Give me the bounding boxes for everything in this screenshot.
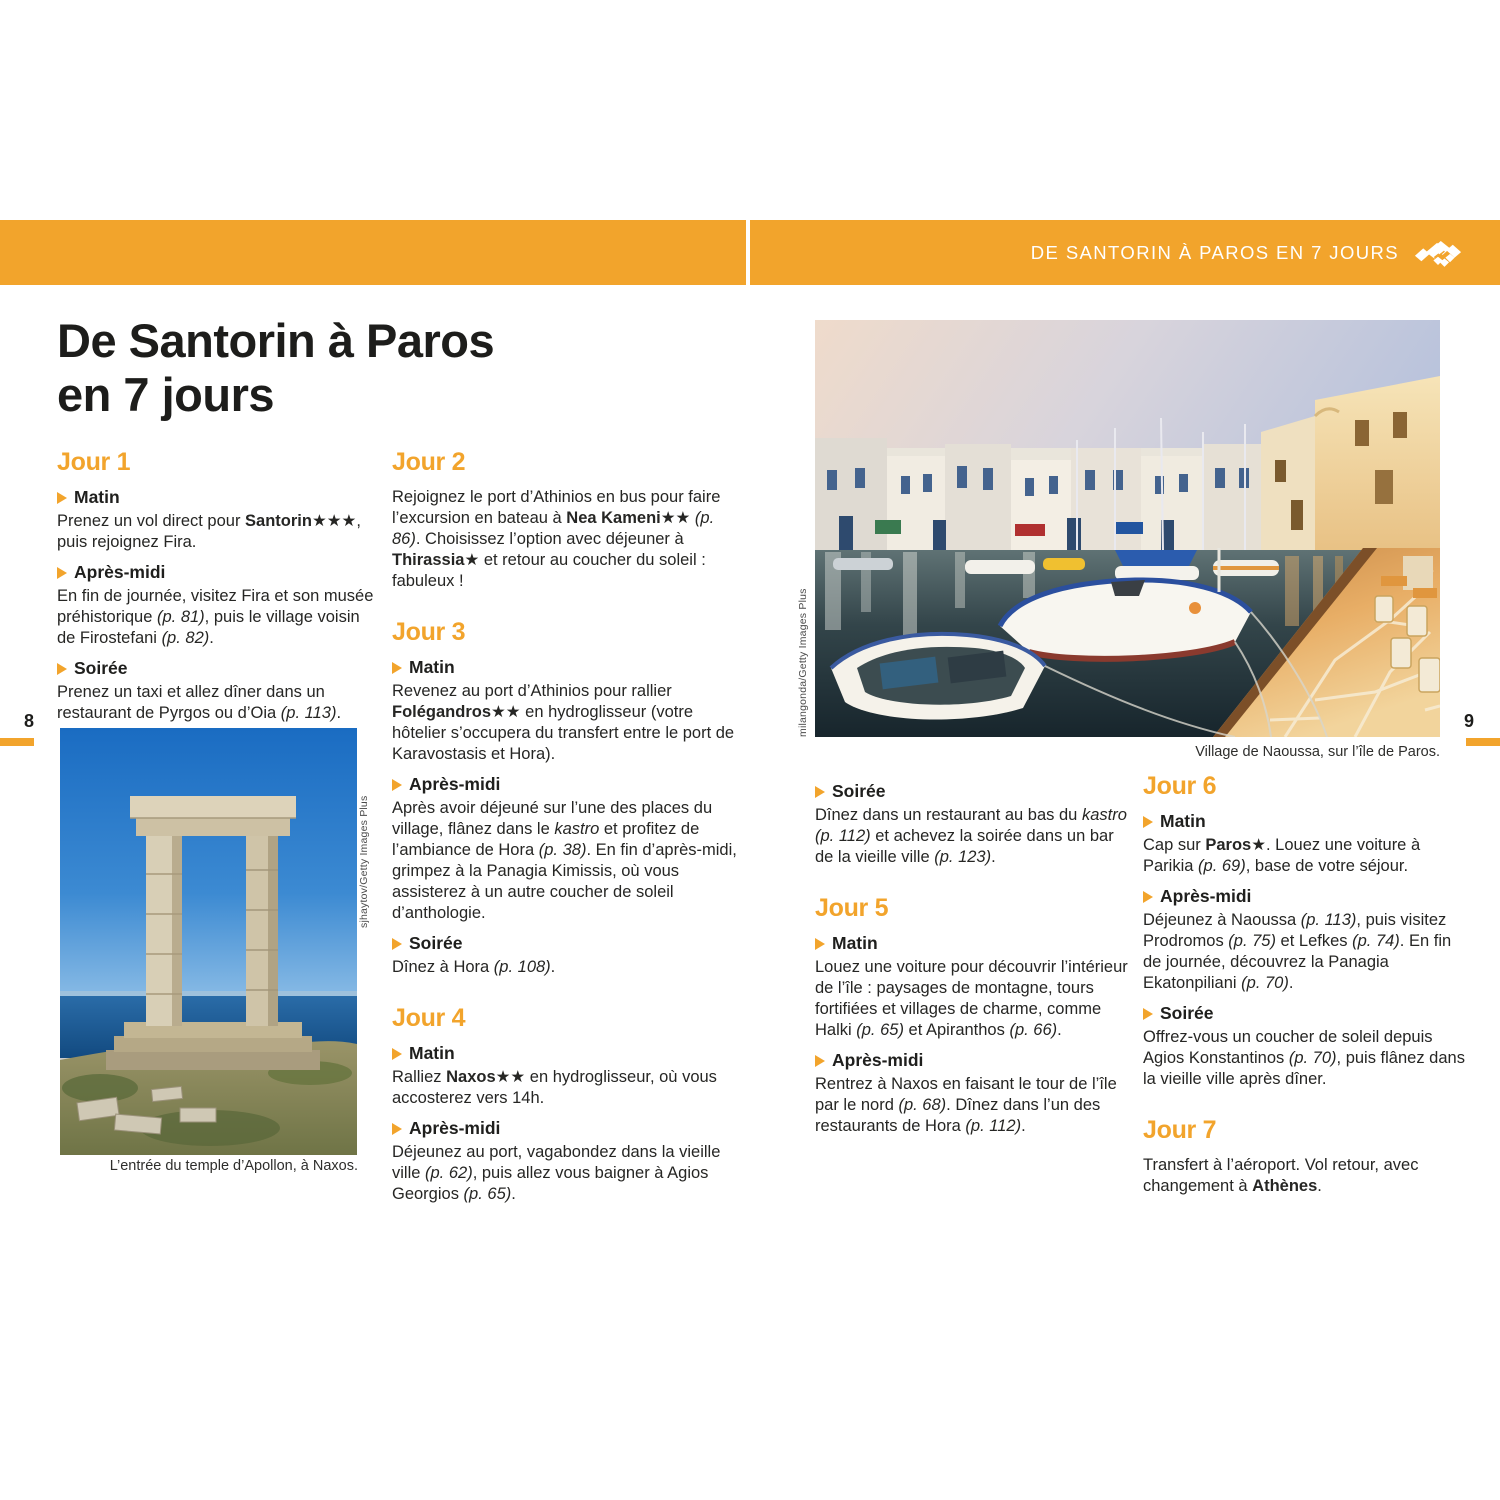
- itinerary-column-2: [392, 448, 740, 1210]
- itinerary-paragraph: Dînez à Hora (p. 108).: [392, 958, 556, 976]
- itinerary-column-3: [815, 772, 1135, 1142]
- page-title-line1: De Santorin à Paros: [57, 314, 495, 367]
- triangle-bullet-icon: [1143, 891, 1153, 903]
- page-number-left-bar: [0, 738, 34, 746]
- itinerary-paragraph: Dînez dans un restaurant au bas du kastro (p. 112) et achevez la soirée dans un bar de la vieille ville (p. 123).: [815, 806, 1127, 866]
- temple-photo-credit: sjhaytov/Getty Images Plus: [358, 795, 370, 928]
- time-of-day-label: Matin: [1160, 811, 1206, 831]
- time-of-day-heading: [57, 562, 375, 583]
- triangle-bullet-icon: [815, 1055, 825, 1067]
- temple-photo-caption: L’entrée du temple d’Apollon, à Naxos.: [109, 1158, 358, 1174]
- page-number-left: 8: [23, 711, 34, 731]
- day-heading: Jour 1: [57, 448, 131, 476]
- handshake-icon: [1414, 236, 1462, 270]
- time-of-day-heading: [392, 1043, 740, 1064]
- time-of-day-heading: [815, 1050, 1135, 1071]
- itinerary-paragraph: Rentrez à Naxos en faisant le tour de l’île par le nord (p. 68). Dînez dans l’un des restaurants de Hora (p. 112).: [815, 1075, 1117, 1135]
- triangle-bullet-icon: [57, 492, 67, 504]
- triangle-bullet-icon: [392, 1048, 402, 1060]
- time-of-day-heading: [392, 774, 740, 795]
- time-of-day-heading: [1143, 811, 1465, 832]
- triangle-bullet-icon: [815, 786, 825, 798]
- itinerary-paragraph: Prenez un taxi et allez dîner dans un restaurant de Pyrgos ou d’Oia (p. 113).: [57, 683, 342, 722]
- itinerary-paragraph: Revenez au port d’Athinios pour rallier Folégandros★★ en hydroglisseur (votre hôtelier s’occupera du transfert entre le port de Karavostasis et Hora).: [392, 682, 735, 763]
- time-of-day-heading: [392, 933, 740, 954]
- day-heading: Jour 7: [1143, 1116, 1217, 1144]
- time-of-day-label: Matin: [409, 1043, 455, 1063]
- itinerary-paragraph: Offrez-vous un coucher de soleil depuis Agios Konstantinos (p. 70), puis flânez dans la vieille ville après dîner.: [1143, 1028, 1465, 1088]
- time-of-day-label: Soirée: [409, 933, 463, 953]
- itinerary-paragraph: Ralliez Naxos★★ en hydroglisseur, où vous accosterez vers 14h.: [392, 1068, 717, 1107]
- triangle-bullet-icon: [815, 938, 825, 950]
- itinerary-paragraph: Après avoir déjeuné sur l’une des places du village, flânez dans le kastro et profitez de l’ambiance de Hora (p. 38). En fin d’après-midi, grimpez à la Panagia Kimissis, où vous assisterez à un autre coucher de soleil d’anthologie.: [392, 799, 737, 922]
- triangle-bullet-icon: [392, 662, 402, 674]
- itinerary-paragraph: Déjeunez à Naoussa (p. 113), puis visitez Prodromos (p. 75) et Lefkes (p. 74). En fin de journée, découvrez la Panagia Ekatonpiliani (p. 70).: [1143, 911, 1452, 992]
- itinerary-paragraph: Déjeunez au port, vagabondez dans la vieille ville (p. 62), puis allez vous baigner à Agios Georgios (p. 65).: [392, 1143, 721, 1203]
- triangle-bullet-icon: [392, 1123, 402, 1135]
- time-of-day-heading: [1143, 886, 1465, 907]
- day-heading: Jour 5: [815, 894, 889, 922]
- itinerary-paragraph: En fin de journée, visitez Fira et son musée préhistorique (p. 81), puis le village voisin de Firostefani (p. 82).: [57, 587, 374, 647]
- time-of-day-heading: [1143, 1003, 1465, 1024]
- triangle-bullet-icon: [1143, 1008, 1153, 1020]
- time-of-day-heading: [815, 933, 1135, 954]
- time-of-day-label: Matin: [832, 933, 878, 953]
- page-number-right: 9: [1464, 711, 1475, 731]
- left-header-band: [0, 220, 746, 285]
- itinerary-paragraph: Louez une voiture pour découvrir l’intérieur de l’île : paysages de montagne, tours fortifiées et villages de charme, comme Halki (p. 65) et Apiranthos (p. 66).: [815, 958, 1128, 1039]
- triangle-bullet-icon: [392, 938, 402, 950]
- day-heading: Jour 4: [392, 1004, 466, 1032]
- triangle-bullet-icon: [1143, 816, 1153, 828]
- triangle-bullet-icon: [57, 663, 67, 675]
- day-heading: Jour 6: [1143, 772, 1217, 800]
- time-of-day-heading: [57, 658, 375, 679]
- time-of-day-heading: [57, 487, 375, 508]
- harbor-photo: [815, 320, 1440, 737]
- time-of-day-label: Matin: [74, 487, 120, 507]
- itinerary-paragraph: Rejoignez le port d’Athinios en bus pour faire l’excursion en bateau à Nea Kameni★★ (p. 86). Choisissez l’option avec déjeuner à Thirassia★ et retour au coucher du soleil : fabuleux !: [392, 488, 721, 590]
- page-number-right-bar: [1466, 738, 1500, 746]
- time-of-day-label: Après-midi: [74, 562, 166, 582]
- right-header-band: [750, 220, 1500, 285]
- itinerary-paragraph: Transfert à l’aéroport. Vol retour, avec changement à Athènes.: [1143, 1156, 1419, 1195]
- triangle-bullet-icon: [392, 779, 402, 791]
- itinerary-paragraph: Prenez un vol direct pour Santorin★★★, puis rejoignez Fira.: [57, 512, 361, 551]
- time-of-day-label: Après-midi: [409, 1118, 501, 1138]
- time-of-day-label: Soirée: [74, 658, 128, 678]
- time-of-day-label: Après-midi: [832, 1050, 924, 1070]
- time-of-day-heading: [815, 781, 1135, 802]
- time-of-day-label: Après-midi: [409, 774, 501, 794]
- time-of-day-label: Soirée: [1160, 1003, 1214, 1023]
- time-of-day-heading: [392, 657, 740, 678]
- day-heading: Jour 3: [392, 618, 466, 646]
- running-head: DE SANTORIN À PAROS EN 7 JOURS: [1030, 241, 1399, 263]
- triangle-bullet-icon: [57, 567, 67, 579]
- itinerary-column-1: [57, 448, 375, 729]
- time-of-day-label: Soirée: [832, 781, 886, 801]
- itinerary-column-4: [1143, 772, 1465, 1202]
- page-title: [57, 314, 494, 422]
- harbor-photo-credit: milangonda/Getty Images Plus: [797, 588, 809, 737]
- temple-photo: [60, 728, 357, 1155]
- time-of-day-label: Après-midi: [1160, 886, 1252, 906]
- time-of-day-heading: [392, 1118, 740, 1139]
- time-of-day-label: Matin: [409, 657, 455, 677]
- harbor-photo-caption: Village de Naoussa, sur l’île de Paros.: [1195, 744, 1440, 760]
- day-heading: Jour 2: [392, 448, 466, 476]
- itinerary-paragraph: Cap sur Paros★. Louez une voiture à Parikia (p. 69), base de votre séjour.: [1143, 836, 1421, 875]
- page-title-line2: en 7 jours: [57, 368, 275, 421]
